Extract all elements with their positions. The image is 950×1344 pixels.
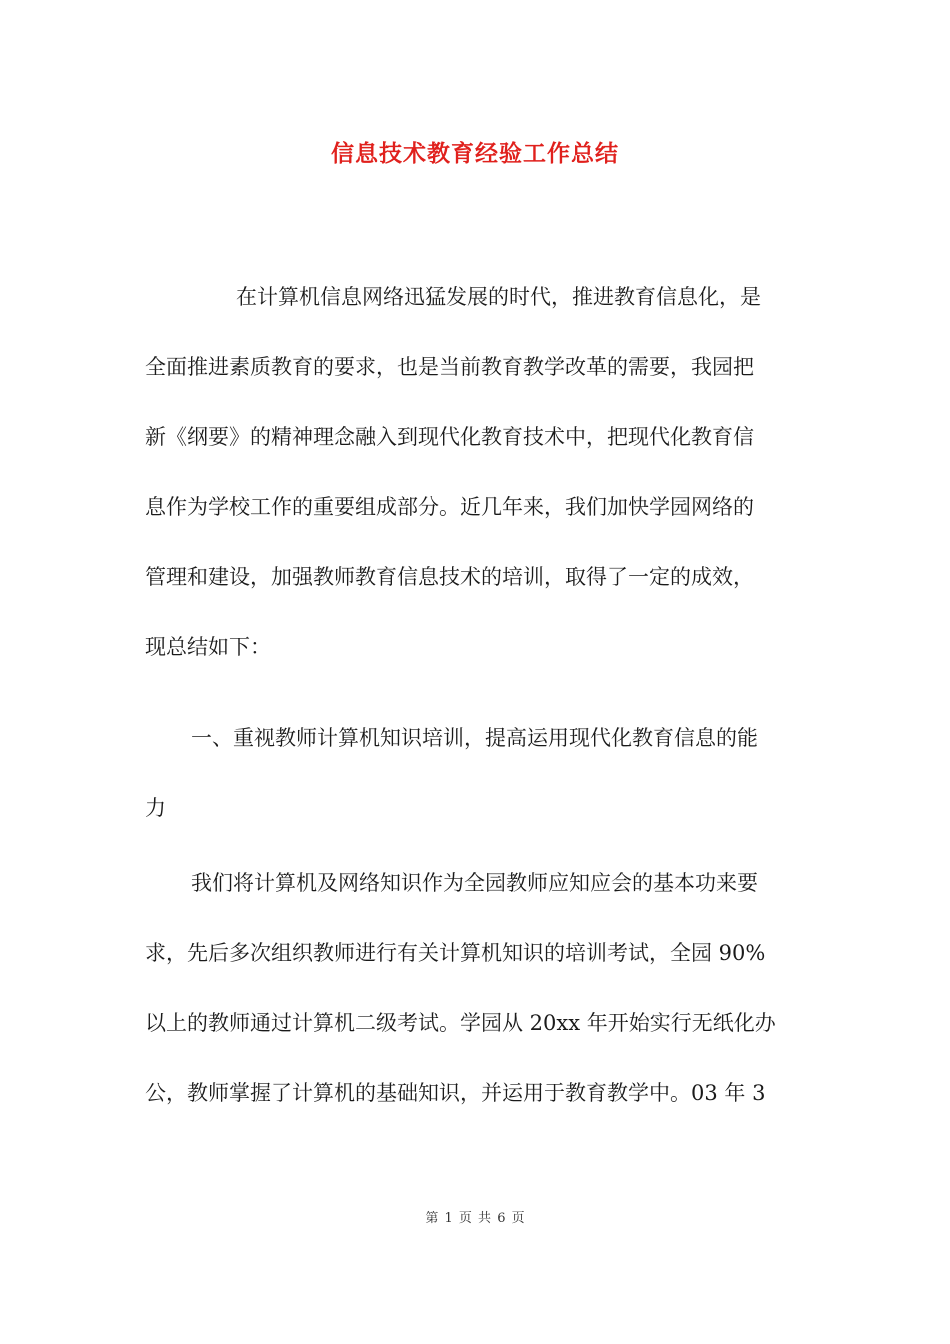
- section-heading-line: 力: [145, 796, 166, 820]
- page-number-footer: 第 1 页 共 6 页: [425, 1211, 525, 1226]
- document-title: 信息技术教育经验工作总结: [331, 140, 619, 167]
- paragraph-line: 息作为学校工作的重要组成部分。近几年来，我们加快学园网络的: [145, 495, 754, 519]
- paragraph-line: 公，教师掌握了计算机的基础知识，并运用于教育教学中。03 年 3: [145, 1081, 766, 1105]
- paragraph-line: 管理和建设，加强教师教育信息技术的培训，取得了一定的成效，: [145, 565, 754, 589]
- paragraph-line: 现总结如下：: [145, 635, 271, 659]
- paragraph-line: 求，先后多次组织教师进行有关计算机知识的培训考试，全园 90%: [145, 941, 766, 965]
- paragraph-line: 以上的教师通过计算机二级考试。学园从 20xx 年开始实行无纸化办: [145, 1011, 776, 1035]
- section-heading-line: 一、重视教师计算机知识培训，提高运用现代化教育信息的能: [191, 726, 758, 750]
- paragraph-line: 新《纲要》的精神理念融入到现代化教育技术中，把现代化教育信: [145, 425, 754, 449]
- paragraph-line: 我们将计算机及网络知识作为全园教师应知应会的基本功来要: [191, 871, 758, 895]
- paragraph-line: 全面推进素质教育的要求，也是当前教育教学改革的需要，我园把: [145, 355, 754, 379]
- paragraph-line: 在计算机信息网络迅猛发展的时代，推进教育信息化，是: [236, 285, 761, 309]
